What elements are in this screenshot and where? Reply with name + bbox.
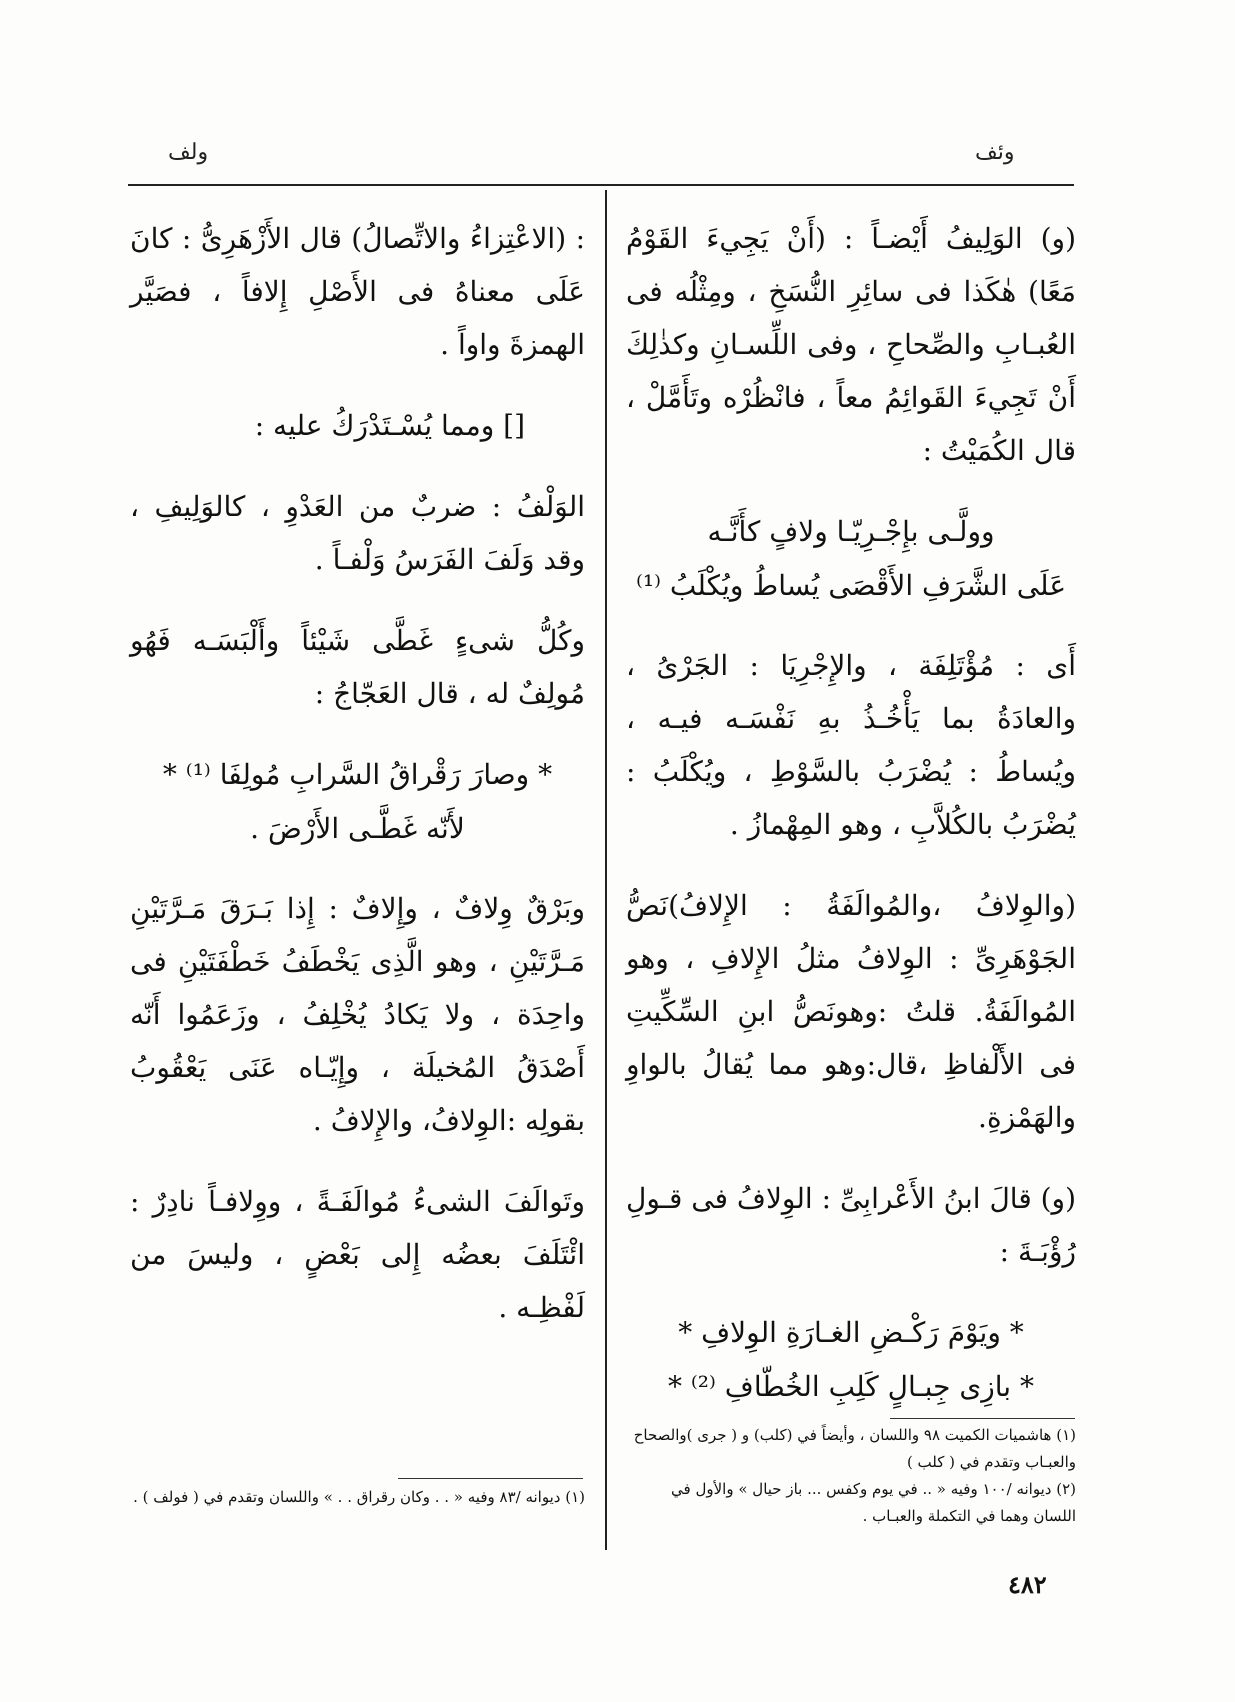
footnote: (١) ديوانه /٨٣ وفيه « . . وكان رقراق . . » واللسان وتقدم في ( فولف ) .	[133, 1488, 585, 1506]
verse-block	[130, 748, 585, 856]
footnote-rule-left	[398, 1478, 583, 1479]
running-head-left: ولف	[168, 140, 209, 165]
left-column	[130, 212, 585, 1362]
footnote-rule-right	[890, 1418, 1075, 1419]
verse-line: * ويَوْمَ رَكْـضِ الغـارَةِ الوِلافِ *	[678, 1316, 1024, 1349]
footnotes-right	[626, 1422, 1076, 1530]
header-rule	[128, 184, 1074, 186]
footnote: (٢) ديوانه /١٠٠ وفيه « .. في يوم وكفس ... باز حيال » والأول في اللسان وهما في التكملة والعبـاب .	[671, 1480, 1076, 1525]
entry-paragraph: وكُلُّ شىءٍ غَطَّى شَيْئاً وأَلْبَسَـه فَهُو مُولِفٌ له ، قال العَجّاجُ :	[130, 624, 585, 710]
running-head-right: وئف	[975, 140, 1015, 165]
verse-block	[626, 505, 1076, 613]
verse-line: * بازِى جِبـالٍ كَلِبِ الخُطّافِ ⁽²⁾ *	[668, 1370, 1034, 1403]
entry-paragraph: وبَرْقٌ وِلافٌ ، وإِلافٌ : إِذا بَـرَقَ مَـرَّتَيْنِ مَـرَّتَيْنِ ، وهو الَّذِى يَخْطَفُ خَطْفَتَيْنِ فى واحِدَة ، ولا يَكادُ يُخْلِفُ ، وزَعَمُوا أَنّه أَصْدَقُ المُخيلَة ، وإِيّـاه عَنَى يَعْقُوبُ بقولِه :الوِلافُ، والإِلافُ .	[130, 892, 585, 1137]
entry-paragraph: (والوِلافُ ،والمُوالَفَةُ : الإِلافُ)نَصُّ الجَوْهَرِىِّ : الوِلافُ مثلُ الإِلافِ ، وهو المُوالَفَةُ. قلتُ :وهونَصُّ ابنِ السِّكِّيتِ فى الأَلْفاظِ ،قال:وهو مما يُقالُ بالواوِ والهَمْزةِ.	[626, 889, 1076, 1134]
right-column	[626, 212, 1076, 1440]
verse-block	[626, 1306, 1076, 1414]
entry-paragraph: الوَلْفُ : ضربٌ من العَدْوِ ، كالوَلِيفِ ، وقد وَلَفَ الفَرَسُ وَلْفـاً .	[130, 490, 585, 576]
entry-paragraph: : (الاعْتِزاءُ والاتِّصالُ) قال الأَزْهَرِىُّ : كانَ عَلَى معناهُ فى الأَصْلِ إِلافاً ، فصَيَّر الهمزةَ واواً .	[130, 222, 585, 361]
page-number: ٤٨٢	[1008, 1570, 1047, 1599]
verse-line: * وصارَ رَقْراقُ السَّرابِ مُولِفَا ⁽¹⁾ *	[162, 758, 553, 791]
entry-paragraph: (و) الوَلِيفُ أَيْضـاً : (أَنْ يَجِيءَ القَوْمُ مَعًا) هٰكَذا فى سائِرِ النُّسَخِ ، ومِثْلُه فى العُبـابِ والصِّحاحِ ، وفى اللِّسـانِ وكذٰلِكَ أَنْ تَجِيءَ القَوائِمُ معاً ، فانْظُرْه وتَأَمَّلْ ، قال الكُمَيْتُ :	[626, 222, 1076, 467]
entry-paragraph: (و) قالَ ابنُ الأَعْرابِىِّ : الوِلافُ فى قـولِ رُؤْبَـةَ :	[626, 1182, 1076, 1268]
verse-line: لأَنّه غَطَّـى الأَرْضَ .	[250, 812, 465, 845]
entry-paragraph: وتَوالَفَ الشىءُ مُوالَفَـةً ، ووِلافـاً نادِرٌ : ائْتَلَفَ بعضُه إِلى بَعْضٍ ، وليسَ من لَفْظِـه .	[130, 1185, 585, 1324]
footnotes-left	[130, 1484, 585, 1511]
footnote: (١) هاشميات الكميت ٩٨ واللسان ، وأيضاً في (كلب) و ( جرى )والصحاح والعبـاب وتقدم في ( كلب )	[633, 1426, 1076, 1471]
verse-line: وولَّـى بإِجْـرِيّـا ولافٍ كأَنَّـه	[707, 515, 995, 548]
verse-line: عَلَى الشَّرَفِ الأَقْصَى يُساطُ ويُكْلَبُ ⁽¹⁾	[635, 569, 1067, 602]
column-divider	[605, 190, 607, 1550]
entry-paragraph: أَى : مُؤْتَلِفَة ، والإِجْرِيَا : الجَرْىُ ، والعادَةُ بما يَأْخُـذُ بهِ نَفْسَـه فيـه ، ويُساطُ : يُضْرَبُ بالسَّوْطِ ، ويُكْلَبُ : يُضْرَبُ بالكُلاَّبِ ، وهو المِهْمازُ .	[626, 649, 1076, 841]
supplement-heading: [] ومما يُسْـتَدْرَكُ عليه :	[254, 409, 525, 442]
